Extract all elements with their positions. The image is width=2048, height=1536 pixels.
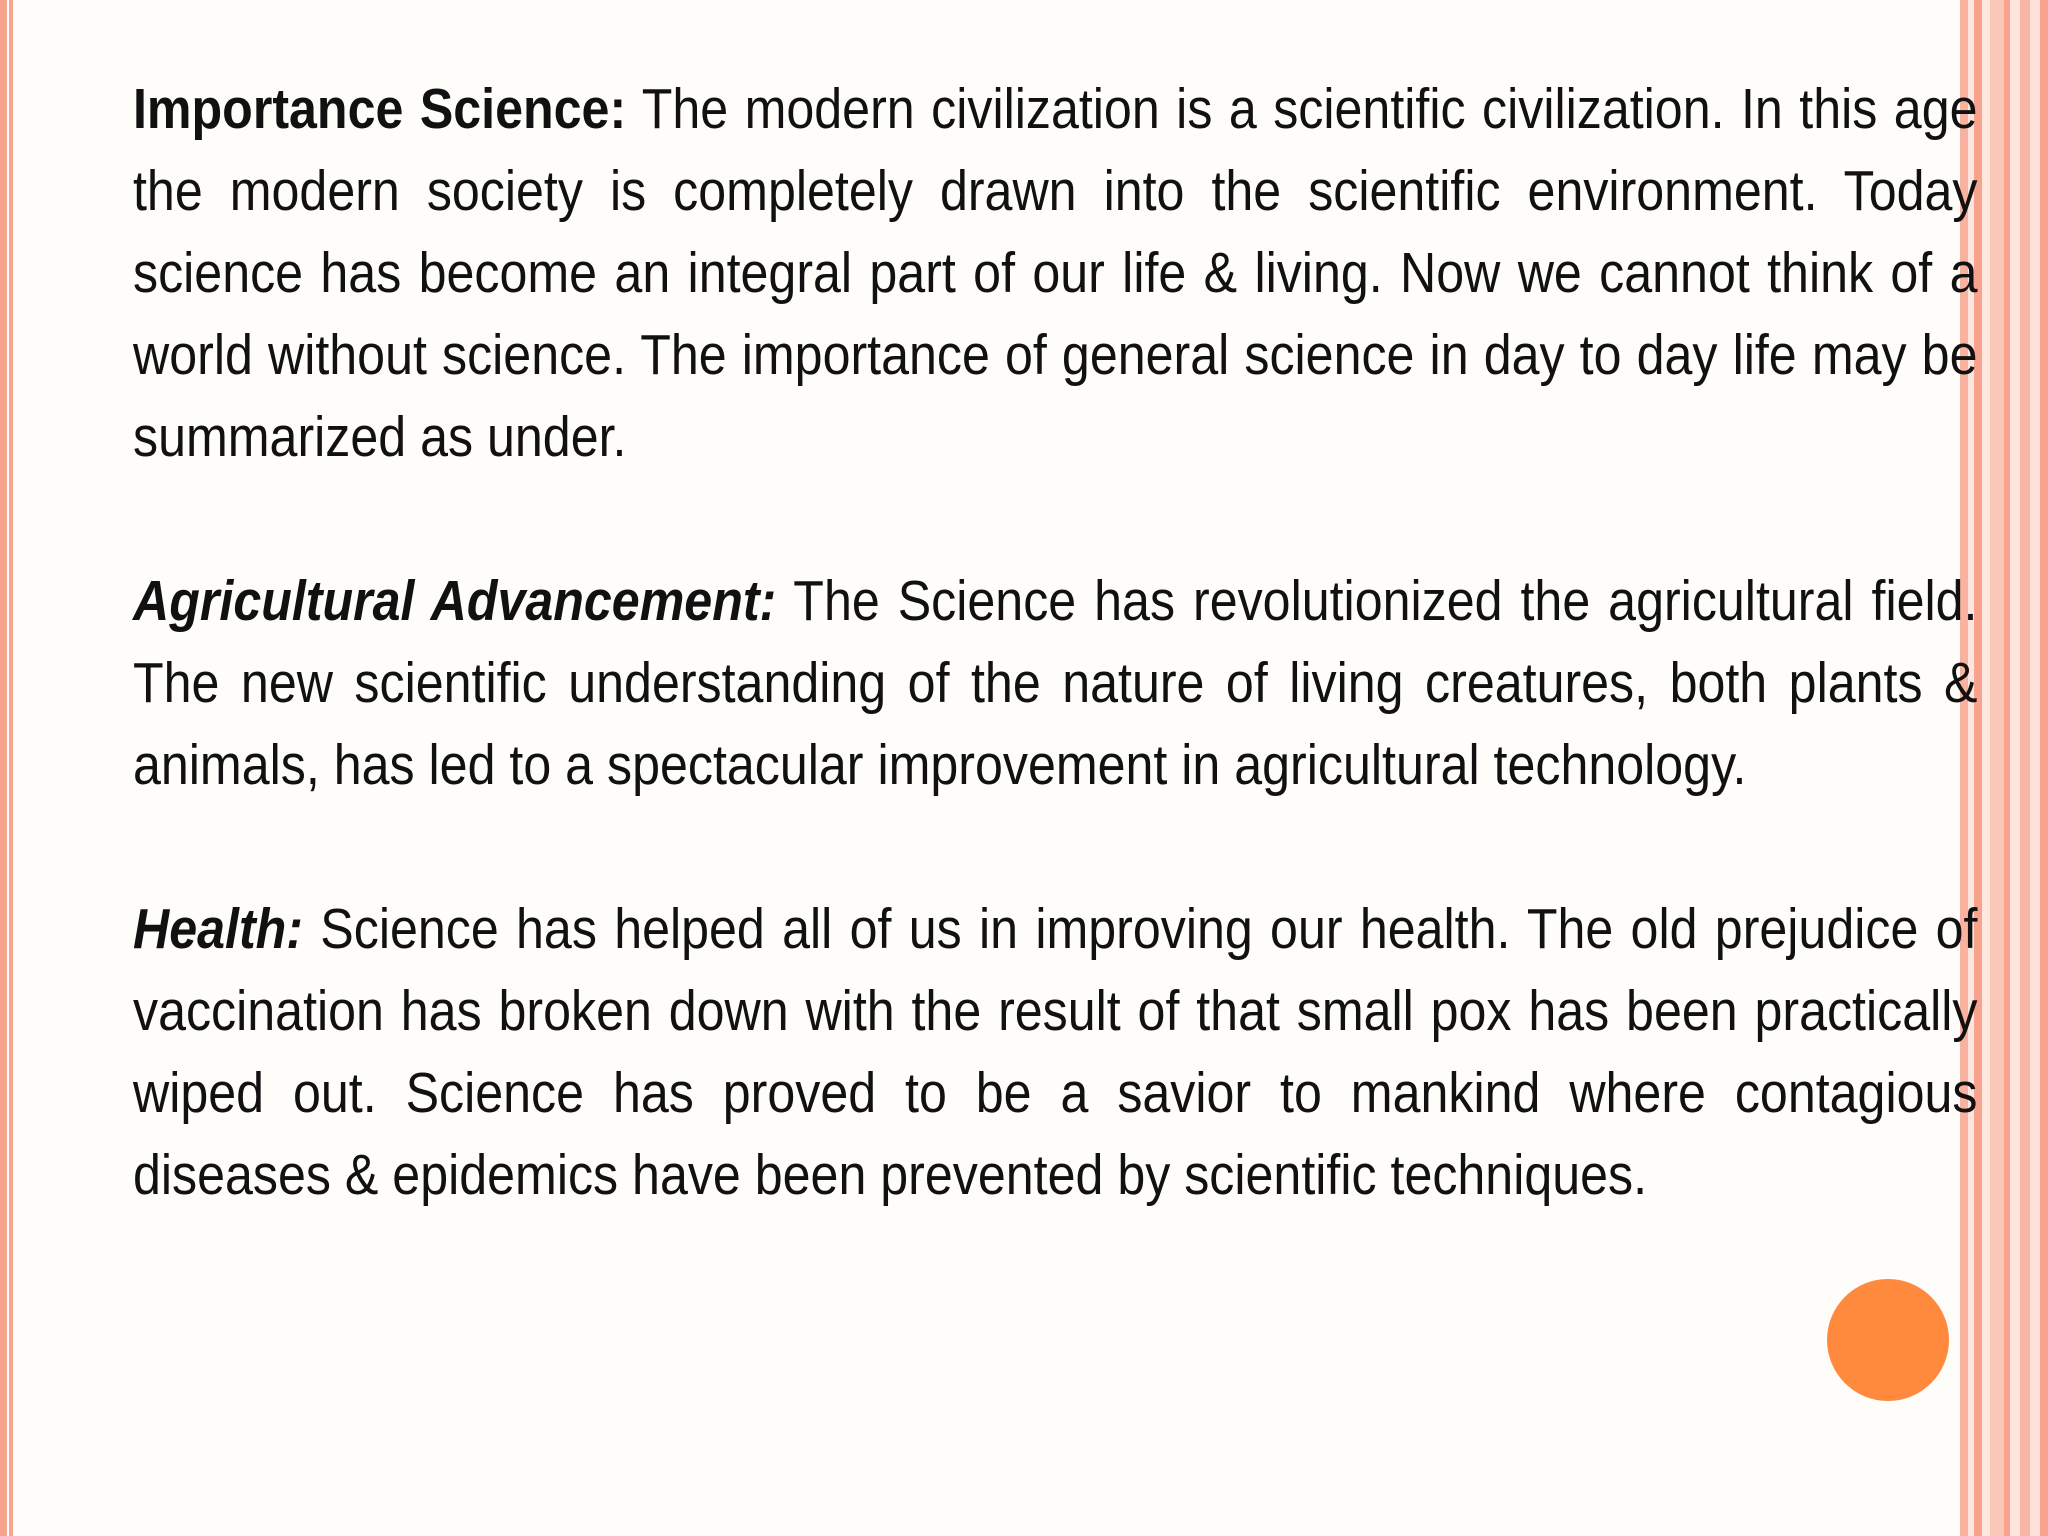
paragraph-agricultural-advancement xyxy=(133,560,1977,806)
slide-body xyxy=(133,68,1977,1216)
paragraph-body-importance-science: The modern civilization is a scientific civilization. In this age the modern society is completely drawn into the scientific environment. Today science has become an integral part of our life & living. Now we cannot think of a world without science. The importance of general science in day to day life may be summarized as under. xyxy=(133,77,1978,469)
left-decorative-stripe xyxy=(0,0,18,1536)
paragraph-heading-importance-science: Importance Science: xyxy=(133,77,627,141)
paragraph-body-agricultural-advancement: The Science has revolutionized the agricultural field. The new scientific understanding of the nature of living creatures, both plants & animals, has led to a spectacular improvement in agricultural technology. xyxy=(133,569,1978,797)
orange-circle-accent xyxy=(1827,1279,1949,1401)
paragraph-importance-science xyxy=(133,68,1977,478)
paragraph-heading-agricultural-advancement: Agricultural Advancement: xyxy=(133,569,777,633)
paragraph-heading-health: Health: xyxy=(133,897,304,961)
paragraph-health xyxy=(133,888,1977,1216)
paragraph-body-health: Science has helped all of us in improving our health. The old prejudice of vaccination has broken down with the result of that small pox has been practically wiped out. Science has proved to be a savior to mankind where contagious diseases & epidemics have been prevented by scientific techniques. xyxy=(133,897,1978,1207)
